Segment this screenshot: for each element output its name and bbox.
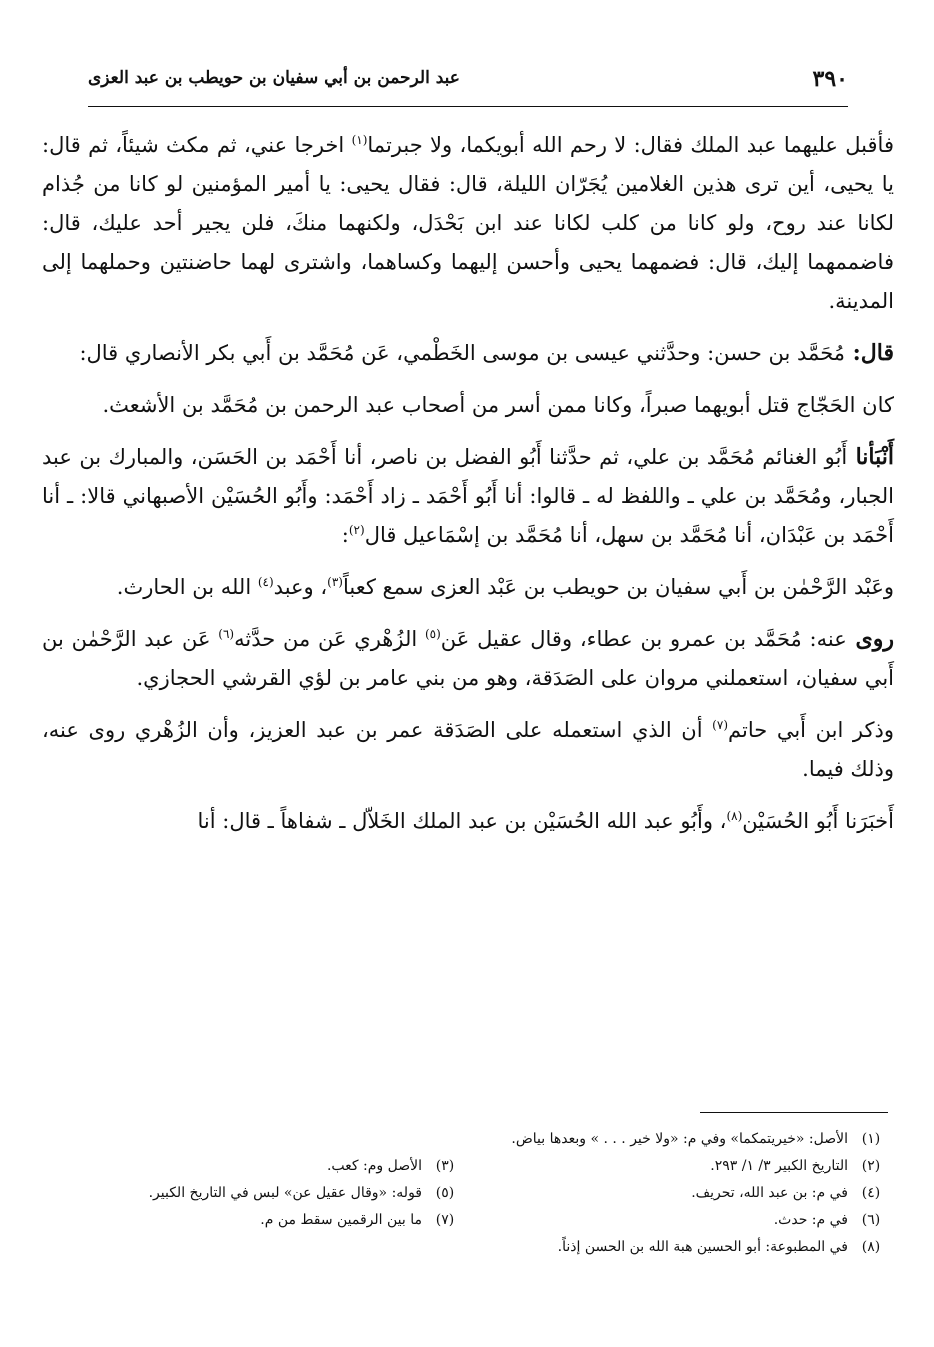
footnotes	[42, 1126, 894, 1261]
footnote-text: الأصل وم: كعب.	[326, 1158, 422, 1174]
footnote	[42, 1126, 894, 1153]
footnote-number: (٥)	[435, 1185, 455, 1201]
footnote-ref[interactable]: (٥)	[424, 627, 441, 641]
paragraph	[42, 334, 894, 373]
footnote-ref[interactable]: (٤)	[257, 575, 274, 589]
paragraph	[42, 568, 894, 607]
text-run: عَن عبد الرَّحْمٰن بن أَبي سفيان، استعملني مروان على الصَدَقة، وهو من بني عامر بن لؤي القرشي الحجازي.	[42, 627, 894, 690]
paragraph	[42, 126, 894, 321]
text-run: :	[341, 523, 349, 547]
page-number: ٣٩٠	[812, 66, 848, 92]
footnote-row	[42, 1126, 894, 1153]
footnote-text: الأصل: «خيريتمكما» وفي م: «ولا خير . . . » وبعدها بياض.	[511, 1131, 848, 1147]
footnote-number: (٧)	[435, 1212, 455, 1228]
footnote	[42, 1234, 894, 1261]
footnote-number: (٣)	[435, 1158, 455, 1174]
text-run: ، وعبد	[273, 575, 328, 599]
footnote-ref[interactable]: (٢)	[348, 523, 365, 537]
footnote	[42, 1207, 468, 1234]
text-run: الله بن الحارث.	[116, 575, 258, 599]
footnote-ref[interactable]: (٦)	[218, 627, 235, 641]
footnote-text: في م: حدث.	[773, 1212, 848, 1228]
paragraph	[42, 438, 894, 555]
footnote-row	[42, 1234, 894, 1261]
main-text	[42, 126, 894, 854]
footnote-ref[interactable]: (٧)	[712, 718, 728, 732]
footnote-number: (٨)	[861, 1239, 881, 1255]
lead-word: روى	[846, 626, 894, 652]
text-run: فأقبل عليهما عبد الملك فقال: لا رحم الله أبويكما، ولا جبرتما	[367, 133, 894, 157]
footnote-text: في المطبوعة: أبو الحسين هبة الله بن الحسن إذناً.	[557, 1239, 848, 1255]
footnote-row	[42, 1180, 894, 1207]
footnote	[42, 1153, 468, 1180]
text-run: مُحَمَّد بن حسن: وحدَّثني عيسى بن موسى الخَطْمي، عَن مُحَمَّد بن أَبي بكر الأنصاري قال:	[79, 341, 846, 365]
footnote-number: (٦)	[861, 1212, 881, 1228]
text-run: عنه: مُحَمَّد بن عمرو بن عطاء، وقال عقيل عَن	[440, 627, 847, 651]
text-run: ، وأَبُو عبد الله الحُسَيْن بن عبد الملك الخَلاّل ـ شفاهاً ـ قال: أنا	[197, 809, 727, 833]
footnote-text: ما بين الرقمين سقط من م.	[260, 1212, 422, 1228]
footnote-ref[interactable]: (٨)	[726, 809, 743, 823]
paragraph	[42, 386, 894, 425]
paragraph	[42, 802, 894, 841]
text-run: أَبُو الغنائم مُحَمَّد بن علي، ثم حدَّثنا أَبُو الفضل بن ناصر، أنا أَحْمَد بن الحَسَن، والمبارك بن عبد الجبار، ومُحَمَّد بن علي ـ واللفظ له ـ قالوا: أنا أَبُو أَحْمَد ـ زاد أَحْمَد: وأَبُو الحُسَيْن الأصبهاني قالا: ـ أنا أَحْمَد بن عَبْدَان، أنا مُحَمَّد بن سهل، أنا مُحَمَّد بن إسْمَاعيل قال	[42, 445, 894, 547]
footnote	[42, 1180, 468, 1207]
footnote	[468, 1207, 894, 1234]
paragraph	[42, 620, 894, 698]
text-run: وذكر ابن أَبي حاتم	[728, 718, 895, 742]
footnote	[468, 1153, 894, 1180]
footnote-ref[interactable]: (١)	[351, 133, 368, 147]
footnote-number: (٤)	[861, 1185, 881, 1201]
running-title: عبد الرحمن بن أبي سفيان بن حويطب بن عبد العزى	[88, 68, 460, 88]
lead-word: قال:	[845, 340, 894, 366]
text-run: الزُهْري عَن من حدَّثه	[234, 627, 425, 651]
text-run: أَخبَرَنا أَبُو الحُسَيْن	[742, 809, 894, 833]
running-header	[88, 62, 848, 107]
footnote-row	[42, 1153, 894, 1180]
paragraph	[42, 711, 894, 789]
footnote-separator	[700, 1112, 888, 1113]
text-run: اخرجا عني، ثم مكث شيئاً، ثم قال: يا يحيى، أين ترى هذين الغلامين يُجَرّان الليلة، قال: فقال يحيى: يا أمير المؤمنين لو كانا من جُذام لكانا عند روح، ولو كانا من كلب لكانا عند ابن بَحْدَل، ولكنهما منكَ، فلن يجير أحد عليك، قال: فاضممهما إليك، قال: فضمهما يحيى وأحسن إليهما وكساهما، واشترى لهما حاضنتين وحملهما إلى المدينة.	[42, 133, 894, 313]
footnote-text: قوله: «وقال عقيل عن» لبس في التاريخ الكبير.	[148, 1185, 422, 1201]
text-run: أن الذي استعمله على الصَدَقة عمر بن عبد العزيز، وأن الزُهْري روى عنه، وذلك فيما.	[42, 718, 894, 781]
footnote-text: التاريخ الكبير ٣/ ١/ ٢٩٣.	[710, 1158, 848, 1174]
footnote-ref[interactable]: (٣)	[327, 575, 343, 589]
text-run: وعَبْد الرَّحْمٰن بن أَبي سفيان بن حويطب بن عَبْد العزى سمع كعباً	[342, 575, 894, 599]
text-run: كان الحَجّاج قتل أبويهما صبراً، وكانا ممن أسر من أصحاب عبد الرحمن بن مُحَمَّد بن الأشعث.	[102, 393, 894, 417]
footnote-number: (٢)	[861, 1158, 881, 1174]
footnote-number: (١)	[861, 1131, 881, 1147]
footnote-row	[42, 1207, 894, 1234]
footnote-text: في م: بن عبد الله، تحريف.	[691, 1185, 848, 1201]
lead-word: أَنْبَأنا	[847, 444, 894, 470]
footnote	[468, 1180, 894, 1207]
